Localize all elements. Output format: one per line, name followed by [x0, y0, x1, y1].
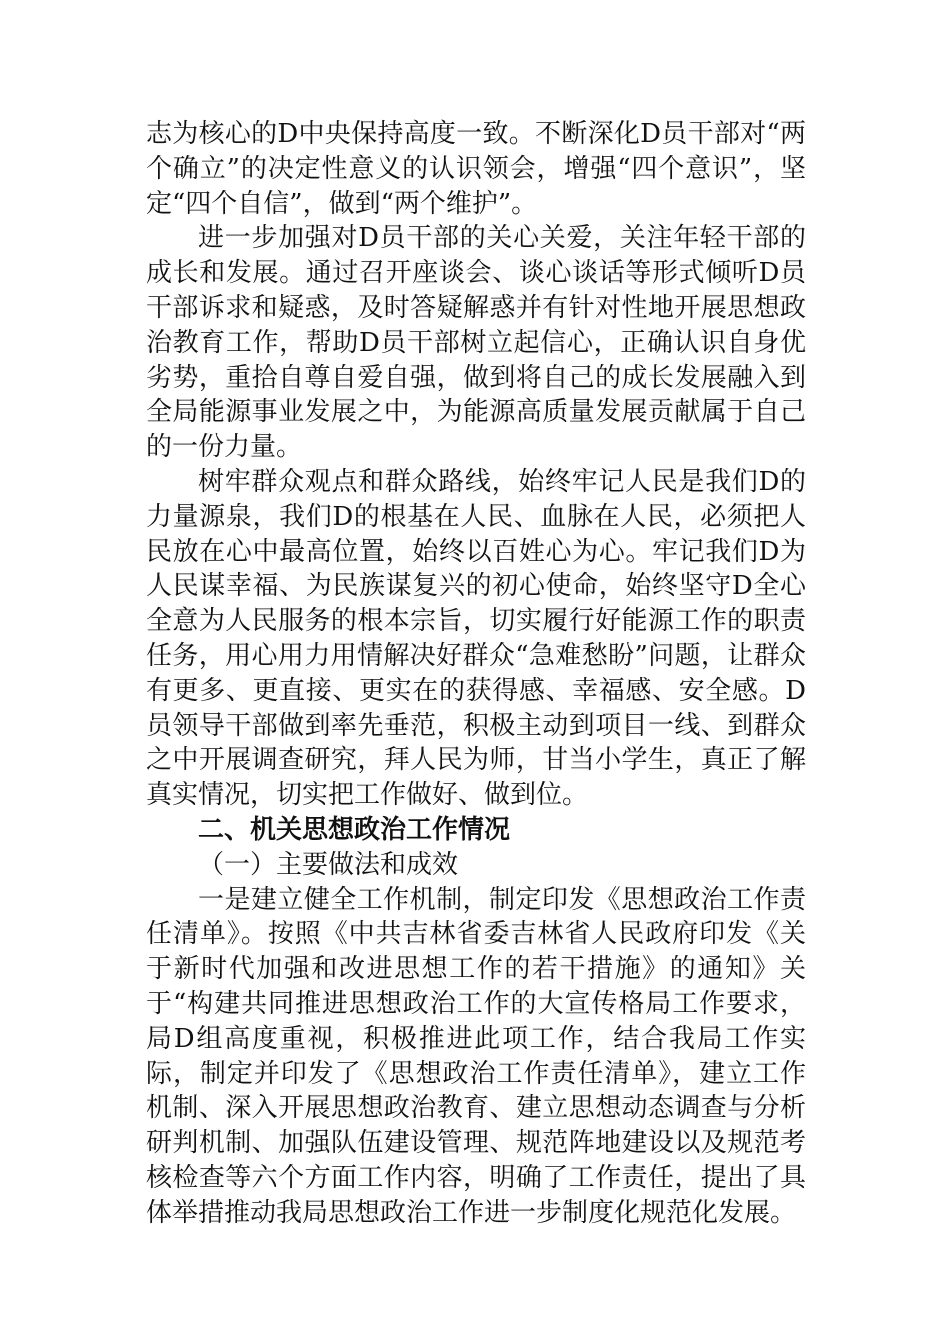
paragraph-mass-line: 树牢群众观点和群众路线，始终牢记人民是我们D的力量源泉，我们D的根基在人民、血脉在人民，必须把人民放在心中最高位置，始终以百姓心为心。牢记我们D为人民谋幸福、为民族谋复兴的初心使命，始终坚守D全心全意为人民服务的根本宗旨，切实履行好能源工作的职责任务，用心用力用情解决好群众“急难愁盼”问题，让群众有更多、更直接、更实在的获得感、幸福感、安全感。D员领导干部做到率先垂范，积极主动到项目一线、到群众之中开展调查研究，拜人民为师，甘当小学生，真正了解真实情况，切实把工作做好、做到位。 [146, 466, 806, 811]
subsection-heading: （一）主要做法和成效 [198, 849, 459, 880]
paragraph-care-for-cadres: 进一步加强对D员干部的关心关爱，关注年轻干部的成长和发展。通过召开座谈会、谈心谈话等形式倾听D员干部诉求和疑惑，及时答疑解惑并有针对性地开展思想政治教育工作，帮助D员干部树立起信心，正确认识自身优劣势，重拾自尊自爱自强，做到将自己的成长发展融入到全局能源事业发展之中，为能源高质量发展贡献属于自己的一份力量。 [146, 223, 806, 463]
document-body [146, 117, 806, 1231]
paragraph-work-mechanism: 一是建立健全工作机制，制定印发《思想政治工作责任清单》。按照《中共吉林省委吉林省人民政府印发《关于新时代加强和改进思想工作的若干措施》的通知》关于“构建共同推进思想政治工作的大宣传格局工作要求，局D组高度重视，积极推进此项工作，结合我局工作实际，制定并印发了《思想政治工作责任清单》，建立工作机制、深入开展思想政治教育、建立思想动态调查与分析研判机制、加强队伍建设管理、规范阵地建设以及规范考核检查等六个方面工作内容，明确了工作责任，提出了具体举措推动我局思想政治工作进一步制度化规范化发展。 [146, 884, 806, 1228]
paragraph-continuation: 志为核心的D中央保持高度一致。不断深化D员干部对“两个确立”的决定性意义的认识领会，增强“四个意识”，坚定“四个自信”，做到“两个维护”。 [146, 119, 806, 219]
section-heading: 二、机关思想政治工作情况 [198, 814, 511, 845]
